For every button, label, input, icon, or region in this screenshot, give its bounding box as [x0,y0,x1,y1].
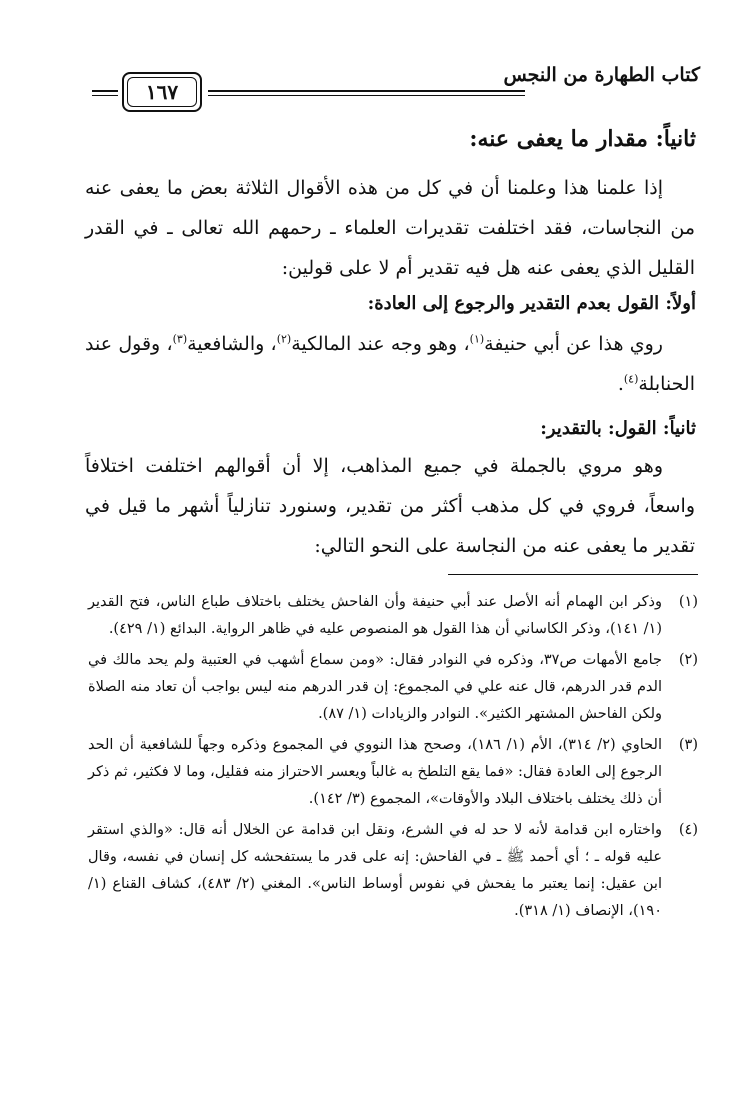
first-opinion-text [85,324,695,404]
header-rule [208,95,525,96]
footnote [88,647,698,728]
footnote-number: (٤) [678,822,698,838]
footnote-ref[interactable]: (٣) [172,332,188,346]
page-number: ١٦٧ [145,80,179,104]
first-opinion-paragraph [85,324,695,404]
first-opinion-text-1: روي هذا عن أبي حنيفة [484,333,663,355]
footnote-number: (٢) [678,652,698,668]
header-rule [92,90,118,92]
header-rule [208,90,525,92]
intro-text: إذا علمنا هذا وعلمنا أن في كل من هذه الأقوال الثلاثة بعض ما يعفى عنه من النجاسات، فقد اختلفت تقديرات العلماء ـ رحمهم الله تعالى ـ في القدر القليل الذي يعفى عنه هل فيه تقدير أم لا على قولين: [85,177,695,279]
second-opinion-text: وهو مروي بالجملة في جميع المذاهب، إلا أن أقوالهم اختلفت اختلافاً واسعاً، فروي في كل مذهب أكثر من تقدير، وسنورد تنازلياً أشهر ما قيل في تقدير ما يعفى عنه من النجاسة على النحو التالي: [85,455,695,557]
footnote-separator [448,574,698,575]
footnote-number: (١) [678,594,698,610]
first-opinion-text-2: ، وهو وجه عند المالكية [291,333,470,355]
first-opinion-text-4: ، وقول عند الحنابلة [85,333,695,395]
footnote-text: واختاره ابن قدامة لأنه لا حد له في الشرع، ونقل ابن قدامة عن الخلال أنه قال: «والذي استقر عليه قوله ـ ؛ أي أحمد ﷺ ـ في الفاحش: إنه على قدر ما يستفحشه كل إنسان في نفسه، وقال ابن عقيل: إنما يعتبر ما يفحش في نفوس أوساط الناس». المغني (٢/ ٤٨٣)، كشاف القناع (١/ ١٩٠)، الإنصاف (١/ ٣١٨). [88,822,662,919]
second-opinion-heading: ثانياً: القول: بالتقدير: [540,418,696,439]
section-heading: ثانياً: مقدار ما يعفى عنه: [469,126,696,152]
footnotes [88,589,698,929]
intro-paragraph [85,168,695,288]
footnote-text: الحاوي (٢/ ٣١٤)، الأم (١/ ١٨٦)، وصحح هذا النووي في المجموع وذكره وجهاً للشافعية أن الحد الرجوع إلى العادة فقال: «فما يقع التلطخ به غالباً ويعسر الاحتراز منه فقليل، وما لا فكثير، ثم ذكر أن ذلك يختلف باختلاف البلاد والأوقات»، المجموع (٣/ ١٤٢). [88,737,662,807]
footnote [88,817,698,925]
footnote-ref[interactable]: (٤) [623,372,639,386]
footnote-text: وذكر ابن الهمام أنه الأصل عند أبي حنيفة وأن الفاحش يختلف باختلاف طباع الناس، فتح القدير (١/ ١٤١)، وذكر الكاساني أن هذا القول هو المنصوص عليه في ظاهر الرواية. البدائع (١/ ٤٢٩). [88,594,662,637]
first-opinion-heading: أولاً: القول بعدم التقدير والرجوع إلى العادة: [367,293,696,314]
page-number-frame [122,72,202,112]
first-opinion-text-3: ، والشافعية [187,333,277,355]
footnote-number: (٣) [678,737,698,753]
footnote-text: جامع الأمهات ص٣٧، وذكره في النوادر فقال: «ومن سماع أشهب في العتبية ولم يحد مالك في الدم قدر الدرهم، قال عنه علي في المجموع: إن قدر الدرهم منه ليس بواجب أن تعاد منه الصلاة ولكن الفاحش المشتهر الكثير». النوادر والزيادات (١/ ٨٧). [88,652,662,722]
book-title: كتاب الطهارة من النجس [503,64,700,86]
running-header [92,62,700,112]
footnote [88,589,698,643]
footnote [88,732,698,813]
footnote-ref[interactable]: (١) [469,332,485,346]
first-opinion-text-5: . [617,373,624,395]
footnote-ref[interactable]: (٢) [276,332,292,346]
second-opinion-paragraph [85,446,695,566]
header-rule [92,95,118,96]
